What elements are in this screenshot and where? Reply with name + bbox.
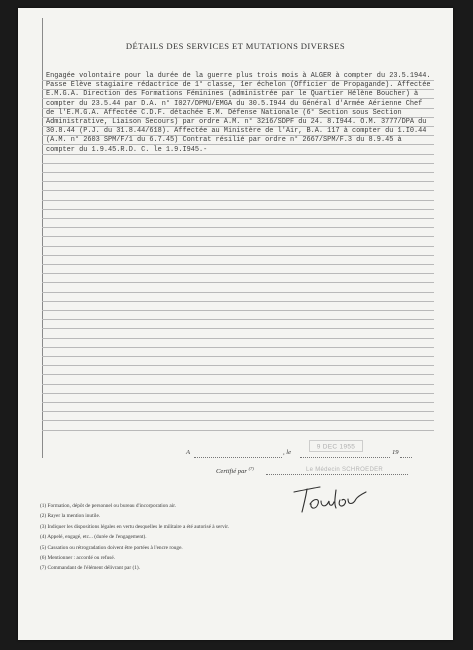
ruled-line	[42, 181, 434, 182]
ruled-line	[42, 209, 434, 210]
ruled-line	[42, 402, 434, 403]
ruled-line	[42, 236, 434, 237]
ruled-line	[42, 374, 434, 375]
stamp-date-text: 9 DEC 1955	[316, 443, 356, 451]
footnote-5: (5) Cassation ou rétrogradation doivent être portées à l'encre rouge.	[40, 544, 183, 551]
ruled-line	[42, 393, 434, 394]
ruled-line	[42, 292, 434, 293]
ruled-line	[42, 163, 434, 164]
ruled-line	[42, 172, 434, 173]
location-label: A	[186, 449, 191, 456]
ruled-line	[42, 411, 434, 412]
footnotes	[40, 501, 380, 574]
ruled-line	[42, 273, 434, 274]
ruled-line	[42, 319, 434, 320]
ruled-line	[42, 190, 434, 191]
ruled-line	[42, 384, 434, 385]
ruled-line	[42, 328, 434, 329]
year-dotted-line	[400, 457, 412, 459]
footnote-7: (7) Commandant de l'élément délivrant par (1).	[40, 565, 140, 572]
ruled-line	[42, 218, 434, 219]
ruled-line	[42, 227, 434, 228]
service-details-text: Engagée volontaire pour la durée de la guerre plus trois mois à ALGER à compter du 23.5.1944. Passe Elève stagiaire rédactrice de 1° classe, 1er échelon (Officier de Propagande). Affectée E.M.G.A. Direction des Formations Féminines (administrée par le Quartier Hélène Boucher) à compter du 23.5.44 par D.A. n° I027/DPMU/EMGA du 30.5.I944 du Général d'Armée Aérienne Chef de l'E.M.G.A. Affectée C.D.F. détachée E.M. Défense Nationale (6° Section sous Section Administrative, Liaison Secours) par ordre A.M. n° 3216/SDPF du 24. 8.I944. O.M. 3777/DPA du 30.8.44 (P.J. du 31.8.44/618). Affectée au Ministère de l'Air, B.A. 117 à compter du 1.I0.44 (A.M. n° 2603 SPM/F/1 du 6.7.45) Contrat résilié par ordre n° 2667/SPM/F.3 du 8.9.45 à compter du 1.9.45.R.D. C. le 1.9.I945.-	[46, 72, 435, 154]
ruled-line	[42, 420, 434, 421]
page-title: DÉTAILS DES SERVICES ET MUTATIONS DIVERSES	[125, 41, 346, 51]
footnote-6: (6) Mentionner : accordé ou refusé.	[40, 555, 116, 562]
ruled-line	[42, 301, 434, 302]
ruled-line	[42, 356, 434, 357]
ruled-line	[42, 338, 434, 339]
ruled-line	[42, 282, 434, 283]
footnote-3: (3) Indiquer les dispositions légales en vertu desquelles le militaire a été autorisé à servir.	[40, 523, 230, 530]
year-prefix: 19	[392, 449, 399, 456]
certified-by-text: Certifié par	[216, 468, 247, 476]
footnote-4: (4) Appelé, engagé, etc... (durée de l'engagement).	[40, 534, 147, 541]
footnote-1: (1) Formation, dépôt de personnel ou bureau d'incorporation air.	[40, 503, 176, 509]
ruled-line	[42, 310, 434, 311]
certified-by-note: (7)	[248, 466, 254, 471]
footnote-2: (2) Rayer la mention inutile.	[40, 513, 101, 520]
date-label: , le	[283, 449, 292, 456]
certified-dotted-line	[266, 474, 408, 476]
ruled-line	[42, 347, 434, 348]
date-dotted-line	[300, 457, 390, 459]
ruled-line	[42, 264, 434, 265]
ruled-line	[42, 365, 434, 366]
date-stamp	[309, 440, 363, 454]
stamp-name-text: Le Médecin SCHROEDER	[306, 467, 384, 473]
ruled-line	[42, 255, 434, 256]
ruled-line	[42, 200, 434, 201]
certified-by-label	[216, 466, 254, 475]
ruled-line	[42, 430, 434, 431]
officer-stamp	[306, 467, 383, 473]
location-dotted-line	[194, 457, 282, 459]
ruled-line	[42, 246, 434, 247]
service-record-sheet	[18, 8, 453, 640]
